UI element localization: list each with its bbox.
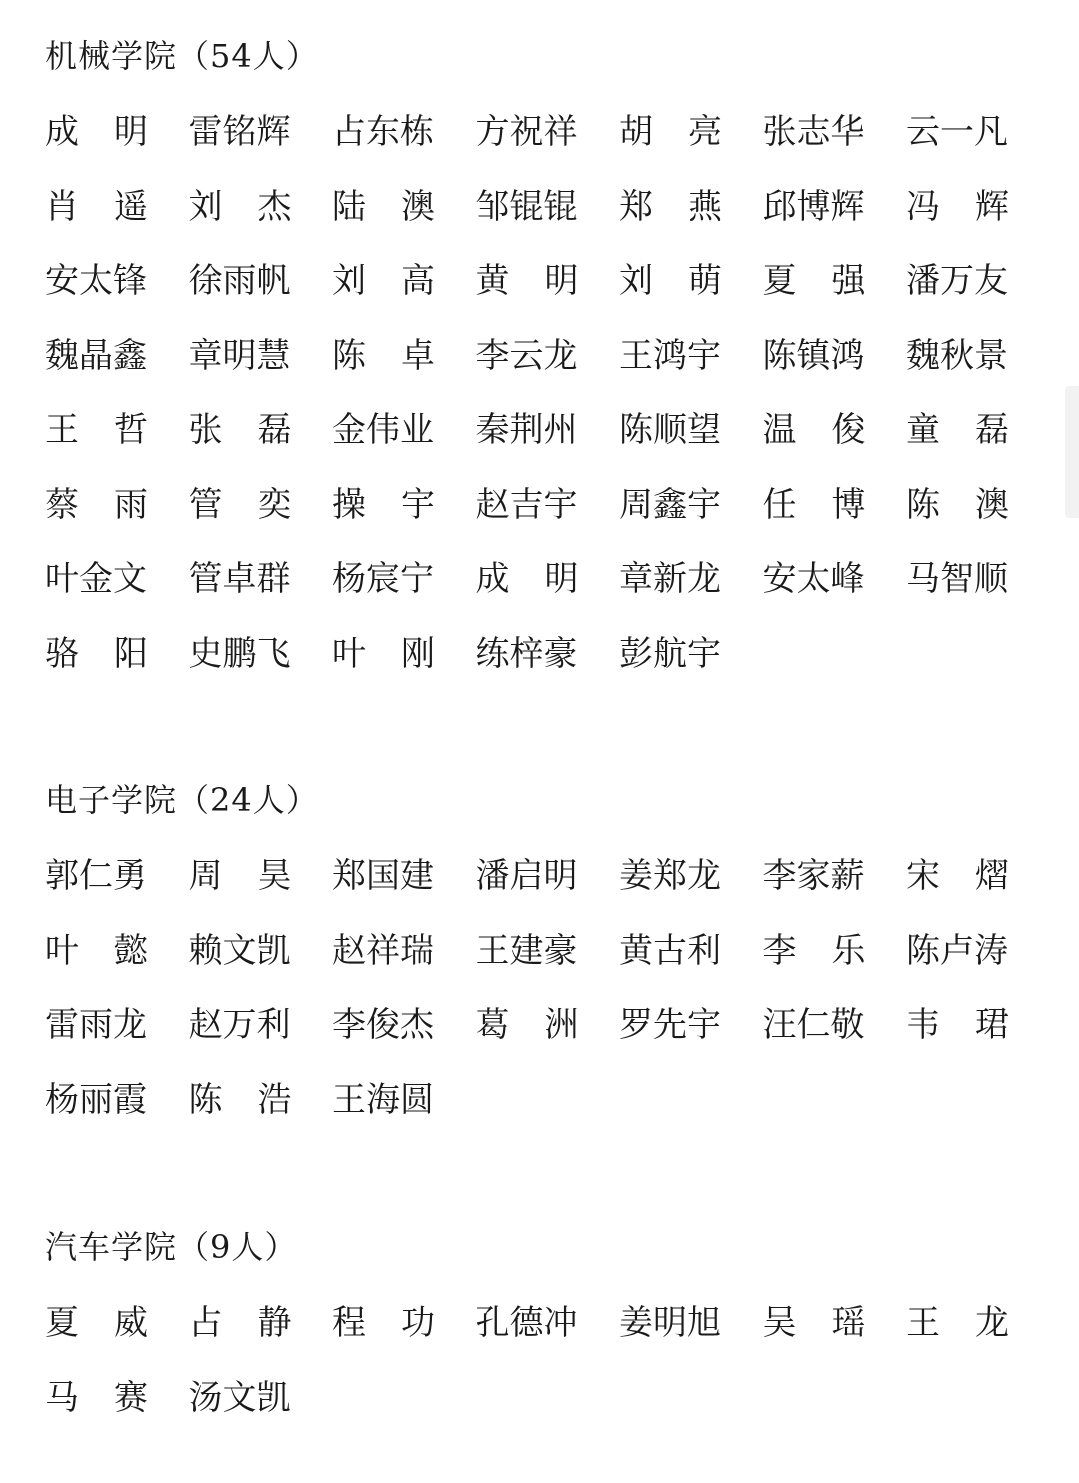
- list-item: 郭仁勇: [45, 856, 147, 896]
- list-item: 占东栋: [332, 112, 434, 152]
- list-item: 姜明旭: [619, 1303, 721, 1343]
- list-item: 陈 澳: [906, 484, 1009, 525]
- list-item: 王 哲: [45, 410, 148, 450]
- list-item: 魏晶鑫: [45, 335, 147, 376]
- list-item: 罗先宇: [619, 1005, 721, 1045]
- list-item: 刘 高: [332, 261, 435, 301]
- list-item: 李家薪: [762, 856, 865, 896]
- name-list: [45, 1303, 1045, 1452]
- list-item: 马智顺: [906, 559, 1008, 599]
- list-item: 杨宸宁: [332, 559, 434, 599]
- list-item: 韦 珺: [906, 1005, 1009, 1045]
- list-item: 温 俊: [762, 410, 866, 450]
- list-item: 冯 辉: [906, 186, 1009, 227]
- list-item: 葛 洲: [475, 1005, 579, 1045]
- list-item: 马 赛: [45, 1377, 148, 1418]
- list-item: 杨丽霞: [45, 1079, 147, 1120]
- list-item: 叶 懿: [45, 930, 148, 971]
- list-item: 雷雨龙: [45, 1005, 147, 1045]
- list-item: 占 静: [188, 1303, 292, 1343]
- list-item: 胡 亮: [619, 112, 722, 152]
- list-item: 周 昊: [188, 856, 292, 896]
- list-item: 彭航宇: [619, 633, 721, 674]
- list-item: 任 博: [762, 484, 866, 525]
- list-item: 叶 刚: [332, 633, 435, 674]
- list-item: 陈 浩: [188, 1079, 292, 1120]
- name-list: [45, 112, 1045, 708]
- list-item: 安太峰: [762, 559, 865, 599]
- name-list: [45, 856, 1045, 1154]
- list-item: 夏 威: [45, 1303, 148, 1343]
- section-electronics: [45, 780, 1045, 1154]
- list-item: 郑 燕: [619, 186, 722, 227]
- list-item: 赖文凯: [188, 930, 291, 971]
- list-item: 刘 萌: [619, 261, 722, 301]
- list-item: 张志华: [762, 112, 865, 152]
- list-item: 肖 遥: [45, 186, 148, 227]
- scroll-edge[interactable]: [1065, 386, 1079, 518]
- list-item: 操 宇: [332, 484, 435, 525]
- list-item: 赵祥瑞: [332, 930, 434, 971]
- list-item: 魏秋景: [906, 335, 1008, 376]
- list-item: 安太锋: [45, 261, 147, 301]
- list-item: 金伟业: [332, 410, 434, 450]
- list-item: 秦荆州: [475, 410, 578, 450]
- section-mechanical: [45, 36, 1045, 708]
- list-item: 陈卢涛: [906, 930, 1008, 971]
- list-item: 史鹏飞: [188, 633, 291, 674]
- list-item: 陆 澳: [332, 186, 435, 227]
- list-item: 云一凡: [906, 112, 1008, 152]
- list-item: 蔡 雨: [45, 484, 148, 525]
- list-item: 李云龙: [475, 335, 578, 376]
- list-item: 王 龙: [906, 1303, 1009, 1343]
- list-item: 郑国建: [332, 856, 434, 896]
- list-item: 邹锟锟: [475, 186, 578, 227]
- list-item: 姜郑龙: [619, 856, 721, 896]
- list-item: 潘启明: [475, 856, 578, 896]
- list-item: 邱博辉: [762, 186, 865, 227]
- list-item: 周鑫宇: [619, 484, 721, 525]
- list-item: 孔德冲: [475, 1303, 578, 1343]
- list-item: 李俊杰: [332, 1005, 434, 1045]
- list-item: 方祝祥: [475, 112, 578, 152]
- list-item: 赵万利: [188, 1005, 291, 1045]
- list-item: 练梓豪: [475, 633, 578, 674]
- section-title: 机械学院（54人）: [45, 37, 319, 75]
- list-item: 陈镇鸿: [762, 335, 865, 376]
- list-item: 王海圆: [332, 1079, 434, 1120]
- list-item: 夏 强: [762, 261, 866, 301]
- list-item: 张 磊: [188, 410, 292, 450]
- list-item: 王鸿宇: [619, 335, 721, 376]
- list-item: 章新龙: [619, 559, 721, 599]
- list-item: 黄古利: [619, 930, 721, 971]
- list-item: 童 磊: [906, 410, 1009, 450]
- list-item: 王建豪: [475, 930, 578, 971]
- list-item: 潘万友: [906, 261, 1008, 301]
- section-title: 电子学院（24人）: [45, 781, 319, 819]
- list-item: 李 乐: [762, 930, 866, 971]
- list-item: 宋 熠: [906, 856, 1009, 896]
- list-item: 陈顺望: [619, 410, 721, 450]
- list-item: 程 功: [332, 1303, 435, 1343]
- list-item: 黄 明: [475, 261, 579, 301]
- list-item: 汪仁敬: [762, 1005, 865, 1045]
- list-item: 成 明: [45, 112, 148, 152]
- list-item: 汤文凯: [188, 1377, 291, 1418]
- section-title: 汽车学院（9人）: [45, 1228, 298, 1266]
- list-item: 陈 卓: [332, 335, 435, 376]
- list-item: 刘 杰: [188, 186, 292, 227]
- list-item: 雷铭辉: [188, 112, 291, 152]
- list-item: 管卓群: [188, 559, 291, 599]
- list-item: 成 明: [475, 559, 579, 599]
- section-automotive: [45, 1227, 1045, 1452]
- list-item: 章明慧: [188, 335, 291, 376]
- list-item: 赵吉宇: [475, 484, 578, 525]
- list-item: 管 奕: [188, 484, 292, 525]
- list-item: 叶金文: [45, 559, 147, 599]
- list-item: 骆 阳: [45, 633, 148, 674]
- list-item: 徐雨帆: [188, 261, 291, 301]
- list-item: 吴 瑶: [762, 1303, 866, 1343]
